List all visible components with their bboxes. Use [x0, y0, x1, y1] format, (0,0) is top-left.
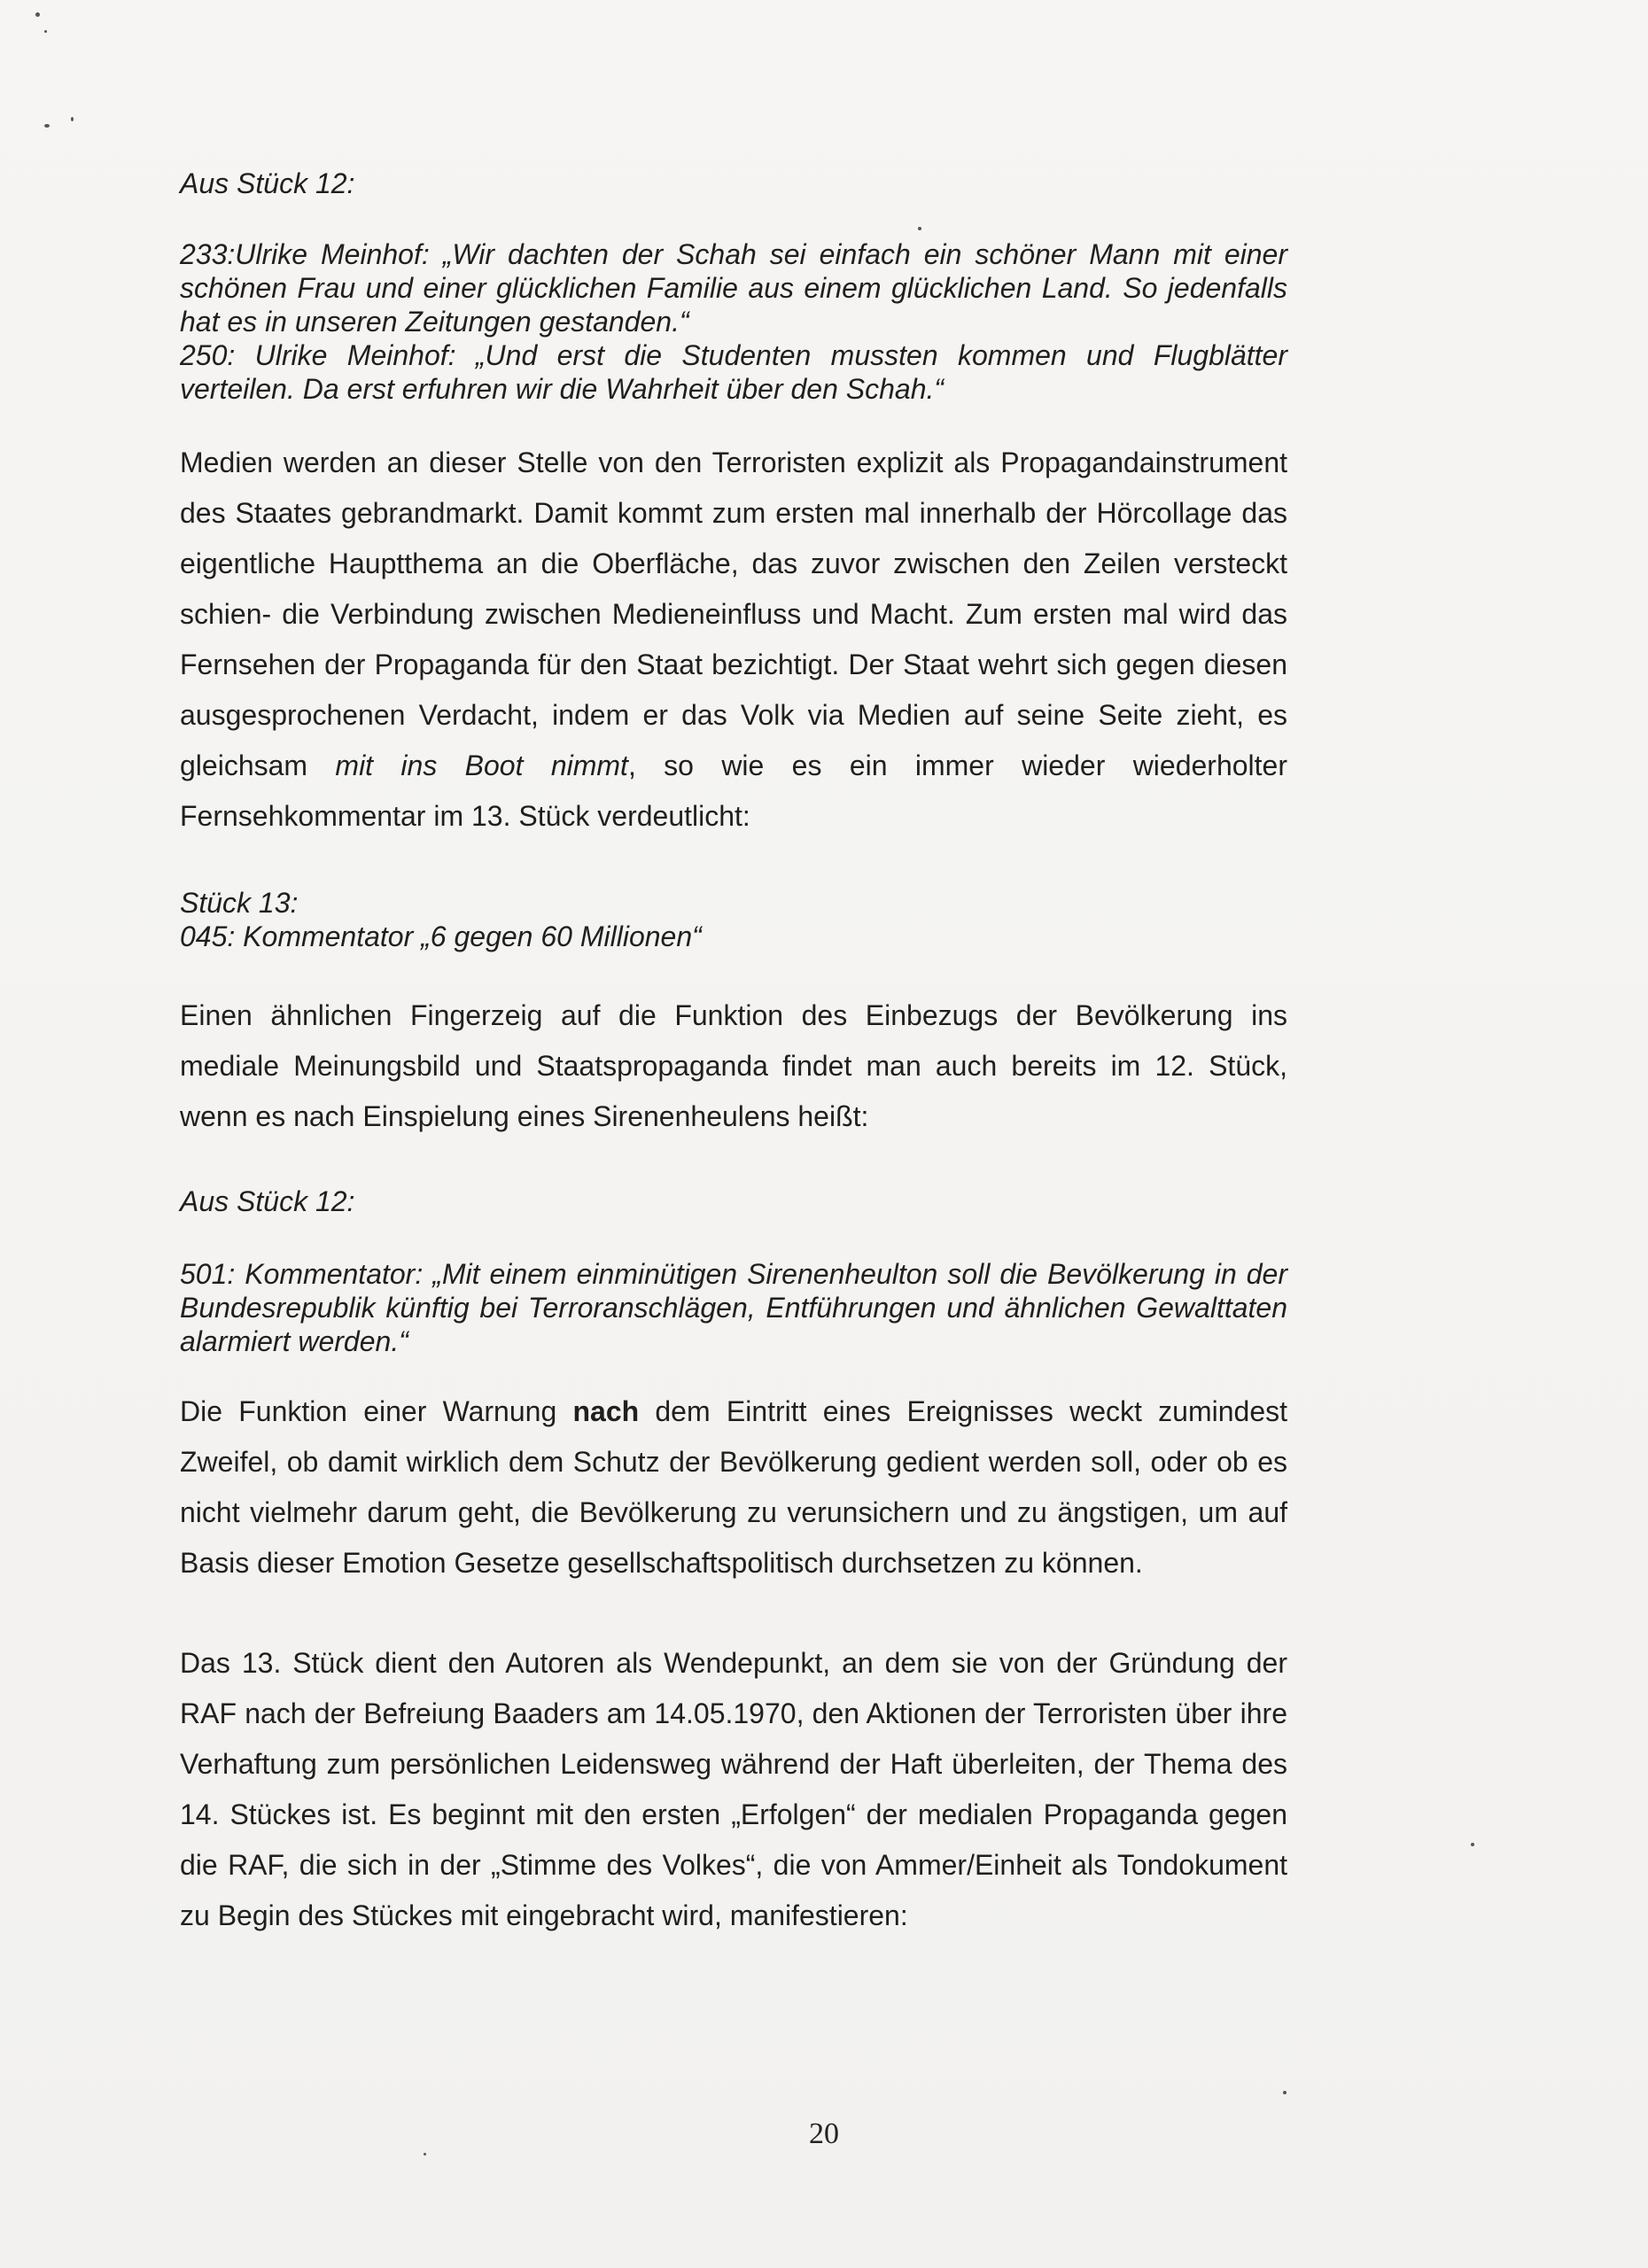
- body-paragraph: [180, 438, 1287, 842]
- scan-speck: [1283, 2091, 1287, 2094]
- section-heading: Aus Stück 12:: [180, 1185, 355, 1217]
- body-paragraph: [180, 1386, 1287, 1588]
- section-heading: Aus Stück 12:: [180, 167, 355, 199]
- scan-speck: [44, 30, 47, 33]
- bold-text: nach: [572, 1395, 640, 1427]
- page-content: [180, 167, 1287, 1941]
- emphasis-text: mit ins Boot nimmt: [335, 750, 628, 781]
- quote-block: [180, 1257, 1287, 1358]
- scan-speck: [44, 124, 50, 128]
- quote-meinhof-233: 233:Ulrike Meinhof: „Wir dachten der Schah sei einfach ein schöner Mann mit einer schönen Frau und einer glücklichen Familie aus einem glücklichen Land. So jedenfalls hat es in unseren Zeitungen gestanden.“: [180, 238, 1287, 338]
- quote-kommentator-045: 045: Kommentator „6 gegen 60 Millionen“: [180, 920, 702, 952]
- scan-speck: [1471, 1843, 1474, 1846]
- body-paragraph: Einen ähnlichen Fingerzeig auf die Funktion des Einbezugs der Bevölkerung ins mediale Meinungsbild und Staatspropaganda findet man auch bereits im 12. Stück, wenn es nach Einspielung eines Sirenenheulens heißt:: [180, 999, 1287, 1132]
- paragraph-text: dem Eintritt eines Ereignisses weckt zumindest Zweifel, ob damit wirklich dem Schutz der Bevölkerung gedient werden soll, oder ob es nicht vielmehr darum geht, die Bevölkerung zu verunsichern und zu ängstigen, um auf Basis dieser Emotion Gesetze gesellschaftspolitisch durchsetzen zu können.: [180, 1395, 1287, 1579]
- paragraph-text: Die Funktion einer Warnung: [180, 1395, 573, 1427]
- scan-speck: [424, 2153, 426, 2155]
- quote-kommentator-501: 501: Kommentator: „Mit einem einminütigen Sirenenheulton soll die Bevölkerung in der Bundesrepublik künftig bei Terroranschlägen, Entführungen und ähnlichen Gewalttaten alarmiert werden.“: [180, 1258, 1287, 1357]
- scan-speck: [71, 117, 74, 121]
- quote-meinhof-250: 250: Ulrike Meinhof: „Und erst die Studenten mussten kommen und Flugblätter verteilen. Da erst erfuhren wir die Wahrheit über den Schah.“: [180, 339, 1287, 405]
- paragraph-text: Medien werden an dieser Stelle von den Terroristen explizit als Propagandainstrument des Staates gebrandmarkt. Damit kommt zum ersten mal innerhalb der Hörcollage das eigentliche Hauptthema an die Oberfläche, das zuvor zwischen den Zeilen versteckt schien- die Verbindung zwischen Medieneinfluss und Macht. Zum ersten mal wird das Fernsehen der Propaganda für den Staat bezichtigt. Der Staat wehrt sich gegen diesen ausgesprochenen Verdacht, indem er das Volk via Medien auf seine Seite zieht, es gleichsam: [180, 447, 1287, 781]
- body-paragraph: Das 13. Stück dient den Autoren als Wendepunkt, an dem sie von der Gründung der RAF nach der Befreiung Baaders am 14.05.1970, den Aktionen der Terroristen über ihre Verhaftung zum persönlichen Leidensweg während der Haft überleiten, der Thema des 14. Stückes ist. Es beginnt mit den ersten „Erfolgen“ der medialen Propaganda gegen die RAF, die sich in der „Stimme des Volkes“, die von Ammer/Einheit als Tondokument zu Begin des Stückes mit eingebracht wird, manifestieren:: [180, 1647, 1287, 1931]
- section-heading: Stück 13:: [180, 887, 299, 919]
- paragraph-text: , so wie es ein immer wieder wiederholter Fernsehkommentar im 13. Stück verdeutlicht:: [180, 750, 1287, 832]
- scan-speck: [35, 12, 40, 17]
- quote-block: [180, 237, 1287, 406]
- page-number: 20: [809, 2117, 839, 2150]
